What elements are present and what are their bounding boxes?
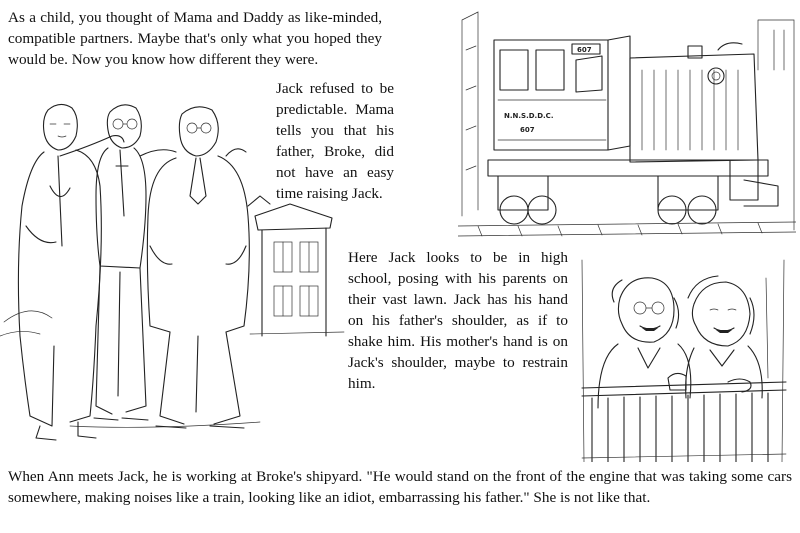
balcony-railing (582, 382, 786, 462)
ann-paragraph: When Ann meets Jack, he is working at Broke's shipyard. "He would stand on the front of the engine that was taking some cars somewhere, making noises like a train, looking like an idiot, embarrassing his father." She is not like that. (8, 468, 792, 506)
women-balcony-illustration (578, 258, 790, 462)
family-illustration (0, 96, 345, 468)
left-woman-figure (598, 278, 691, 408)
intro-paragraph: As a child, you thought of Mama and Daddy as like-minded, compatible partners. Maybe that's only what you hoped they would be. Now you know how different they were. (8, 9, 382, 68)
cab-number: 607 (577, 46, 592, 54)
house-drawing (248, 196, 332, 336)
jack-paragraph: Jack refused to be predictable. Mama tells you that his father, Broke, did not have an easy time raising Jack. (276, 80, 394, 202)
highschool-paragraph: Here Jack looks to be in high school, posing with his parents on their vast lawn. Jack has his hand on his father's shoulder, as if to shake him. His mother's hand is on Jack's shoulder, maybe to restrain him. (348, 249, 568, 392)
side-number: 607 (520, 126, 535, 134)
father-figure (147, 107, 249, 428)
mother-figure (18, 104, 124, 440)
side-lettering: N.N.S.D.D.C. (504, 112, 554, 120)
train-undercarriage (458, 160, 796, 236)
train-hood (630, 43, 758, 162)
right-woman-figure (686, 276, 763, 398)
train-cab (494, 36, 630, 150)
train-illustration (458, 10, 796, 246)
